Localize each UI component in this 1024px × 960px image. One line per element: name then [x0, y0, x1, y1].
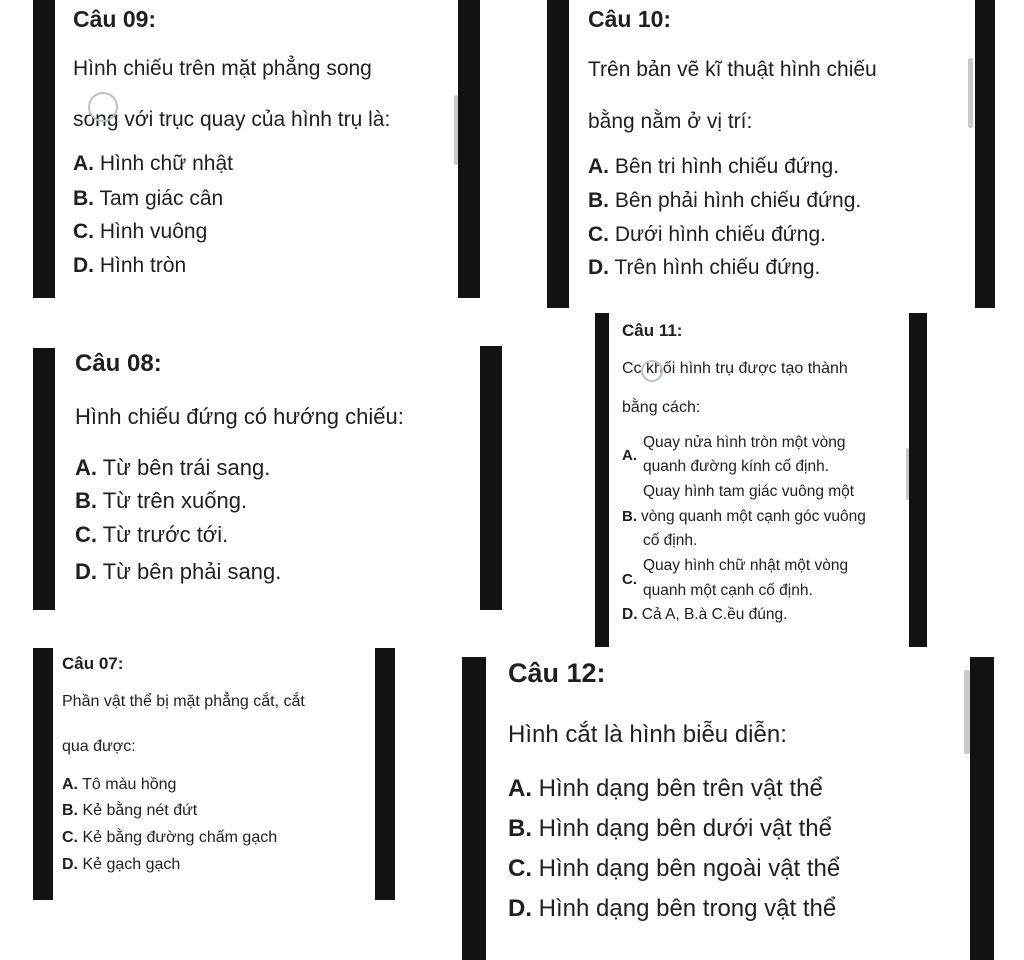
- q08-title: Câu 08:: [75, 350, 162, 377]
- q09-option-c[interactable]: C. Hình vuông: [73, 220, 208, 243]
- q09-question-line1: Hình chiếu trên mặt phẳng song: [73, 57, 372, 80]
- q10-question-line1: Trên bản vẽ kĩ thuật hình chiếu: [588, 58, 877, 81]
- q12-option-b[interactable]: B. Hình dạng bên dưới vật thể: [508, 815, 832, 842]
- divider-bar-top-2: [547, 0, 569, 308]
- q12-title: Câu 12:: [508, 658, 606, 688]
- q11-question-line2: bằng cách:: [622, 399, 701, 416]
- q10-option-b[interactable]: B. Bên phải hình chiếu đứng.: [588, 189, 862, 212]
- q09-option-d[interactable]: D. Hình tròn: [73, 254, 187, 277]
- divider-bar-mid: [480, 346, 502, 610]
- scrollbar-q10[interactable]: [968, 58, 973, 128]
- q09-option-a[interactable]: A. Hình chữ nhật: [73, 152, 233, 175]
- q10-option-a[interactable]: A. Bên tri hình chiếu đứng.: [588, 155, 840, 178]
- left-edge-bar-bottom: [33, 648, 53, 900]
- q07-option-a[interactable]: A. Tô màu hồng: [62, 776, 177, 793]
- q09-title: Câu 09:: [73, 6, 157, 32]
- q11-question-line1: Cc khối hình trụ được tạo thành: [622, 360, 848, 377]
- q12-option-a[interactable]: A. Hình dạng bên trên vật thể: [508, 775, 823, 802]
- q12-option-d[interactable]: D. Hình dạng bên trong vật thể: [508, 895, 837, 922]
- q07-right-bar: [375, 648, 395, 900]
- touch-indicator-circle-q11: [641, 360, 663, 382]
- q12-option-c[interactable]: C. Hình dạng bên ngoài vật thể: [508, 855, 841, 882]
- q10-option-c[interactable]: C. Dưới hình chiếu đứng.: [588, 223, 827, 246]
- q12-left-bar: [462, 657, 486, 960]
- q07-question-line1: Phần vật thể bị mặt phẳng cắt, cắt: [62, 693, 305, 710]
- left-edge-bar-top: [33, 0, 55, 298]
- q07-title: Câu 07:: [62, 654, 124, 673]
- q08-question-line1: Hình chiếu đứng có hướng chiếu:: [75, 404, 404, 429]
- q08-option-a[interactable]: A. Từ bên trái sang.: [75, 455, 271, 480]
- q11-right-bar: [909, 313, 927, 647]
- q10-option-d[interactable]: D. Trên hình chiếu đứng.: [588, 256, 821, 279]
- touch-indicator-circle: [88, 92, 118, 122]
- scrollbar-q09[interactable]: [454, 95, 458, 165]
- q07-question-line2: qua được:: [62, 738, 136, 755]
- left-edge-bar-mid: [33, 348, 55, 610]
- q07-option-b[interactable]: B. Kẻ bằng nét đứt: [62, 802, 198, 819]
- q11-title: Câu 11:: [622, 321, 683, 340]
- q08-option-d[interactable]: D. Từ bên phải sang.: [75, 559, 282, 584]
- q09-option-b[interactable]: B. Tam giác cân: [73, 187, 224, 210]
- q08-option-b[interactable]: B. Từ trên xuống.: [75, 488, 248, 513]
- q11-left-bar: [595, 313, 609, 647]
- divider-bar-top-1: [458, 0, 480, 298]
- q09-question-line2: song với trục quay của hình trụ là:: [73, 108, 391, 131]
- q07-option-c[interactable]: C. Kẻ bằng đường chấm gạch: [62, 829, 278, 846]
- q07-option-d[interactable]: D. Kẻ gạch gạch: [62, 856, 181, 873]
- q10-question-line2: bằng nằm ở vị trí:: [588, 110, 753, 133]
- right-edge-bar-top: [975, 0, 995, 308]
- q08-option-c[interactable]: C. Từ trước tới.: [75, 522, 229, 547]
- scrollbar-q11[interactable]: [906, 448, 909, 500]
- q11-option-d[interactable]: D. Cả A, B.à C.ều đúng.: [622, 606, 788, 623]
- q12-question-line1: Hình cắt là hình biễu diễn:: [508, 721, 787, 748]
- q10-title: Câu 10:: [588, 6, 672, 32]
- q12-right-bar: [970, 657, 994, 960]
- scrollbar-q12[interactable]: [964, 670, 970, 754]
